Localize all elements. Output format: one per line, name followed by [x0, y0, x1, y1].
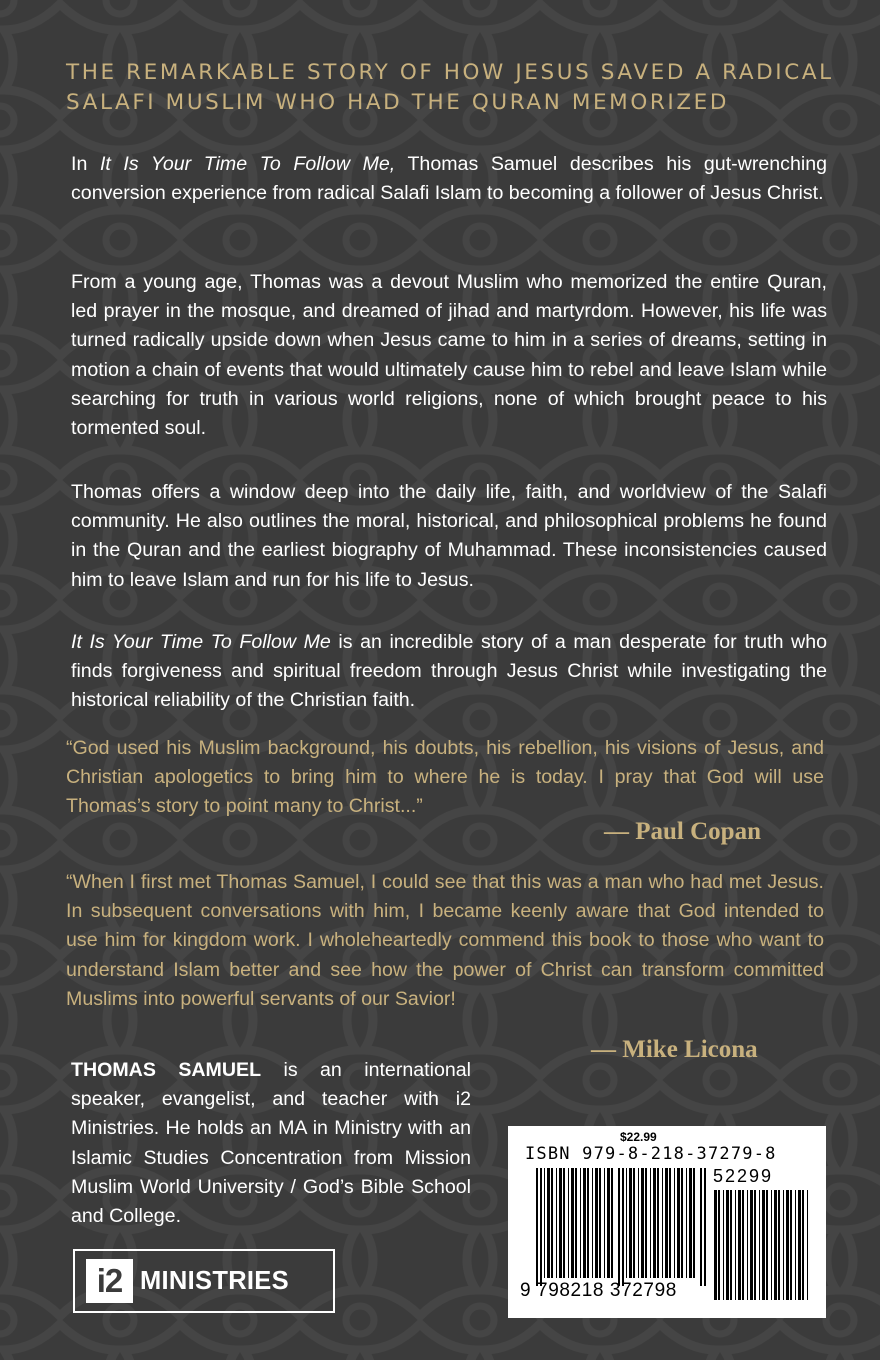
barcode-bar: [638, 1168, 639, 1278]
barcode-bar: [747, 1190, 748, 1300]
barcode-bar: [629, 1168, 632, 1278]
paragraph-background: From a young age, Thomas was a devout Muslim who memorized the entire Quran, led prayer in the mosque, and dreamed of jihad and martyrdom. However, his life was turned radically upside down when Jesus came to him in a series of dreams, setting in motion a chain of events that would ultimately cause him to rebel and leave Islam while searching for truth in various world religions, none of which brought peace to his tormented soul.: [71, 271, 827, 440]
author-bio: [71, 1056, 471, 1231]
barcode-bar: [607, 1168, 610, 1278]
price-label: $22.99: [620, 1130, 657, 1144]
barcode-bar: [556, 1168, 557, 1278]
endorsement-licona: “When I first met Thomas Samuel, I could see that this was a man who had met Jesus. In subsequent conversations with him, I became keenly aware that God intended to use him for kingdom work. I wholeheartedly commend this book to those who want to understand Islam better and see how the power of Christ can transform committed Muslims into powerful servants of our Savior!: [66, 871, 824, 1010]
barcode-bar: [677, 1168, 680, 1278]
barcode-bar: [583, 1168, 586, 1278]
barcode-bar: [633, 1168, 635, 1278]
barcode-bar: [795, 1190, 796, 1300]
barcode-bar: [771, 1190, 772, 1300]
barcode-bar: [774, 1190, 777, 1300]
barcode-bar: [650, 1168, 651, 1278]
attribution-copan: — Paul Copan: [604, 818, 761, 845]
barcode-bar: [742, 1190, 744, 1300]
author-name: THOMAS SAMUEL: [71, 1059, 262, 1081]
headline: [66, 58, 834, 118]
book-title-italic: It Is Your Time To Follow Me,: [99, 153, 396, 175]
barcode-bar: [645, 1168, 647, 1278]
barcode-bar: [674, 1168, 675, 1278]
barcode-bar: [778, 1190, 780, 1300]
headline-line-2: SALAFI MUSLIM WHO HAD THE QURAN MEMORIZED: [66, 90, 729, 115]
barcode-bar: [611, 1168, 613, 1278]
isbn-label: ISBN 979-8-218-37279-8: [525, 1144, 777, 1164]
barcode-guard-bar: [618, 1168, 620, 1286]
barcode-bar: [568, 1168, 569, 1278]
paragraph-salafi: Thomas offers a window deep into the daily life, faith, and worldview of the Salafi community. He also outlines the moral, historical, and philosophical problems he found in the Quran and the earliest biography of Muhammad. These inconsistencies caused him to leave Islam and run for his life to Jesus.: [71, 481, 827, 591]
logo-wordmark: MINISTRIES: [140, 1266, 289, 1295]
ean-digits: 9 798218 372798: [520, 1280, 677, 1301]
barcode-bar: [693, 1168, 695, 1278]
barcode-bar: [735, 1190, 736, 1300]
attribution-licona: — Mike Licona: [591, 1036, 758, 1063]
barcode-bar: [686, 1168, 687, 1278]
intro-prefix: In: [71, 153, 100, 175]
barcode-guard-bar: [704, 1168, 706, 1286]
barcode-bar: [730, 1190, 732, 1300]
barcode-bar: [762, 1190, 765, 1300]
barcode-bar: [547, 1168, 550, 1278]
i2-ministries-logo: [73, 1249, 335, 1313]
barcode-bar: [802, 1190, 804, 1300]
barcode-bar: [754, 1190, 756, 1300]
paragraph-summary: [71, 628, 827, 716]
barcode-guard-bar: [536, 1168, 538, 1286]
barcode-bar: [723, 1190, 724, 1300]
barcode-bar: [798, 1190, 801, 1300]
barcode-bar: [559, 1168, 562, 1278]
barcode-guard-bar: [540, 1168, 542, 1286]
summary-text: is an incredible story of a man desperate for truth who finds forgiveness and spiritual freedom through Jesus Christ while investigating the historical reliability of the Christian faith.: [71, 631, 827, 712]
barcode-guard-bar: [622, 1168, 624, 1286]
barcode-bar: [575, 1168, 577, 1278]
barcode-bar: [551, 1168, 553, 1278]
barcode-bar: [595, 1168, 598, 1278]
barcode-bar: [665, 1168, 668, 1278]
endorsement-copan: “God used his Muslim background, his doubts, his rebellion, his visions of Jesus, and Christian apologetics to bring him to where he is today. I pray that God will use Thomas’s story to point many to Christ...”: [66, 737, 824, 818]
barcode-bar: [653, 1168, 656, 1278]
barcode-bar: [786, 1190, 789, 1300]
barcode-bar: [571, 1168, 574, 1278]
barcode-bar: [563, 1168, 565, 1278]
barcode-bar: [759, 1190, 760, 1300]
barcode-bar: [714, 1190, 717, 1300]
barcode-bar: [807, 1190, 808, 1300]
barcode-bar: [641, 1168, 644, 1278]
barcode-bar: [604, 1168, 605, 1278]
barcode-bar: [580, 1168, 581, 1278]
addon-code: 52299: [713, 1166, 774, 1186]
barcode-bar: [738, 1190, 741, 1300]
author-bio-text: is an international speaker, evangelist, and teacher with i2 Ministries. He holds an MA in Ministry with an Islamic Studies Concentration from Mission Muslim World University / God’s Bible School and College.: [71, 1059, 471, 1228]
barcode-bar: [750, 1190, 753, 1300]
headline-line-1: THE REMARKABLE STORY OF HOW JESUS SAVED A RADICAL: [66, 60, 834, 85]
barcode-bar: [592, 1168, 593, 1278]
barcode-bar: [689, 1168, 692, 1278]
barcode-bar: [766, 1190, 768, 1300]
barcode-bar: [790, 1190, 792, 1300]
barcode-bar: [726, 1190, 729, 1300]
book-title-italic-2: It Is Your Time To Follow Me: [71, 631, 331, 653]
barcode-bar: [587, 1168, 589, 1278]
barcode-bar: [662, 1168, 663, 1278]
barcode-bar: [681, 1168, 683, 1278]
barcode-panel: [508, 1126, 826, 1318]
barcode-guard-bar: [700, 1168, 702, 1286]
intro-text: Thomas Samuel describes his gut-wrenching conversion experience from radical Salafi Islam to becoming a follower of Jesus Christ.: [71, 153, 827, 205]
barcode-bar: [657, 1168, 659, 1278]
barcode-bar: [783, 1190, 784, 1300]
logo-mark: i2: [86, 1259, 133, 1303]
barcode-bar: [669, 1168, 671, 1278]
barcode-bar: [544, 1168, 545, 1278]
barcode-bar: [599, 1168, 601, 1278]
paragraph-intro: [71, 150, 827, 208]
barcode-bar: [626, 1168, 627, 1278]
barcode-bar: [718, 1190, 720, 1300]
